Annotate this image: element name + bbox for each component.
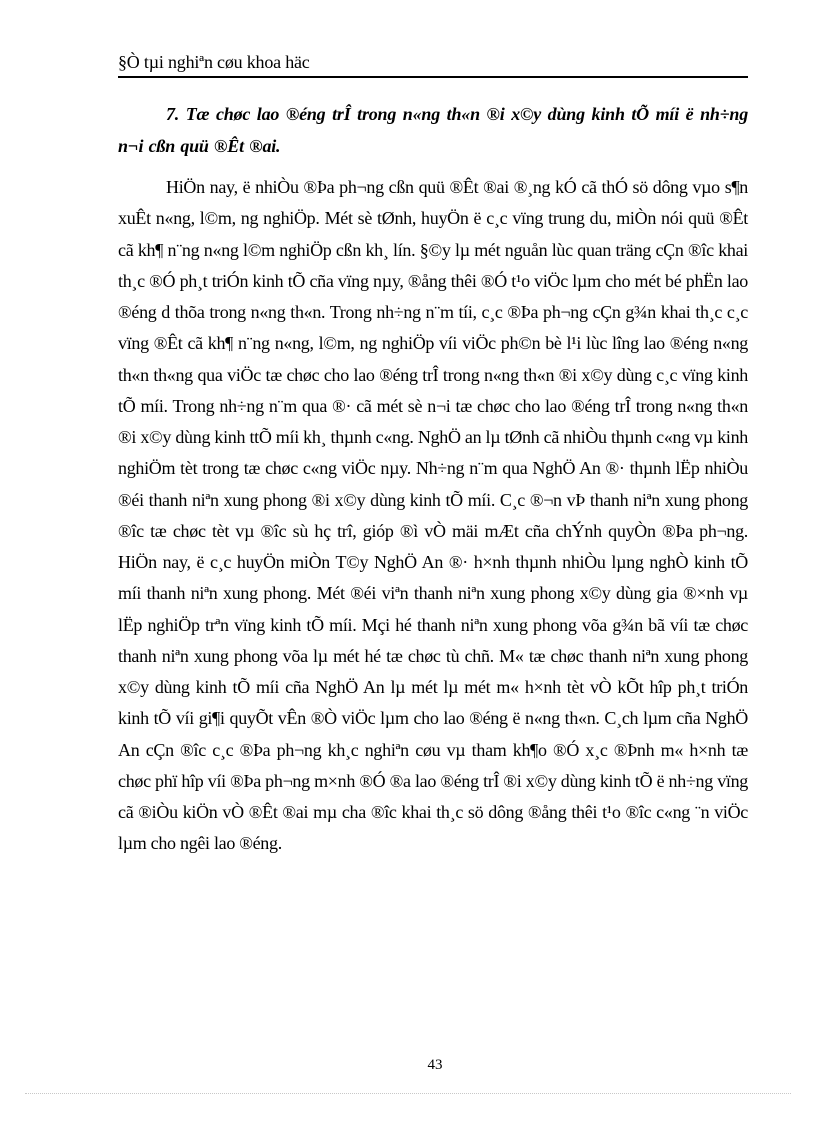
page-number: 43 [427, 1057, 443, 1073]
page-bottom-divider [25, 1093, 791, 1094]
body-paragraph: HiÖn nay, ë nhiÒu ®Þa ph¬ng cßn quü ®Êt ®ai ®¸ng kÓ cã thÓ sö dông vµo s¶n xuÊt n«ng, l©m, ng nghiÖp. Mét sè tØnh, huyÖn ë c¸c vïng trung du, miÒn nói quü ®Êt cã kh¶ n¨ng n«ng l©m nghiÖp cßn kh¸ lín. §©y lµ mét nguån lùc quan träng cÇn ®îc khai th¸c ®Ó ph¸t triÓn kinh tÕ cña vïng nµy, ®ång thêi ®Ó t¹o viÖc lµm cho mét bé phËn lao ®éng d thõa trong n«ng th«n. Trong nh÷ng n¨m tíi, c¸c ®Þa ph¬ng cÇn g¾n khai th¸c c¸c vïng ®Êt cã kh¶ n¨ng n«ng, l©m, ng nghiÖp víi viÖc ph©n bè l¹i lùc lîng lao ®éng n«ng th«n th«ng qua viÖc tæ chøc cho lao ®éng trÎ trong n«ng th«n ®i x©y dùng c¸c vïng kinh tÕ míi. Trong nh÷ng n¨m qua ®· cã mét sè n¬i tæ chøc cho lao ®éng trÎ trong n«ng th«n ®i x©y dùng kinh ttÕ míi kh¸ thµnh c«ng. NghÖ an lµ tØnh cã nhiÒu thµnh c«ng vµ kinh nghiÖm tèt trong tæ chøc c«ng viÖc nµy. Nh÷ng n¨m qua NghÖ An ®· thµnh lËp nhiÒu ®éi thanh niªn xung phong ®i x©y dùng kinh tÕ míi. C¸c ®¬n vÞ thanh niªn xung phong ®îc tæ chøc tèt vµ ®îc sù hç trî, gióp ®ì vÒ mäi mÆt cña chÝnh quyÒn ®Þa ph¬ng. HiÖn nay, ë c¸c huyÖn miÒn T©y NghÖ An ®· h×nh thµnh nhiÒu lµng nghÒ kinh tÕ míi thanh niªn xung phong. Mét ®éi viªn thanh niªn xung phong x©y dùng gia ®×nh vµ lËp nghiÖp trªn vïng kinh tÕ míi. Mçi hé thanh niªn xung phong võa g¾n bã víi tæ chøc thanh niªn xung phong võa lµ mét hé tæ chøc tù chñ. M« tæ chøc thanh niªn xung phong x©y dùng kinh tÕ míi cña NghÖ An lµ mét lµ mét m« h×nh tèt vÒ kÕt hîp ph¸t triÓn kinh tÕ víi gi¶i quyÕt vÊn ®Ò viÖc lµm cho lao ®éng ë n«ng th«n. C¸ch lµm cña NghÖ An cÇn ®îc c¸c ®Þa ph¬ng kh¸c nghiªn cøu vµ tham kh¶o ®Ó x¸c ®Þnh m« h×nh tæ chøc phï hîp víi ®Þa ph¬ng m×nh ®Ó ®a lao ®éng trÎ ®i x©y dùng kinh tÕ ë nh÷ng vïng cã ®iÒu kiÖn vÒ ®Êt ®ai mµ cha ®îc khai th¸c sö dông ®ång thêi t¹o ®îc c«ng ¨n viÖc lµm cho ngêi lao ®éng. [118, 177, 748, 854]
running-header: §Ò tµi nghiªn cøu khoa häc [118, 52, 310, 72]
section-heading: 7. Tæ chøc lao ®éng trÎ trong n«ng th«n ®i x©y dùng kinh tÕ míi ë nh÷ng n¬i cßn quü ®Êt ®ai. [118, 104, 748, 156]
header-divider [118, 76, 748, 78]
